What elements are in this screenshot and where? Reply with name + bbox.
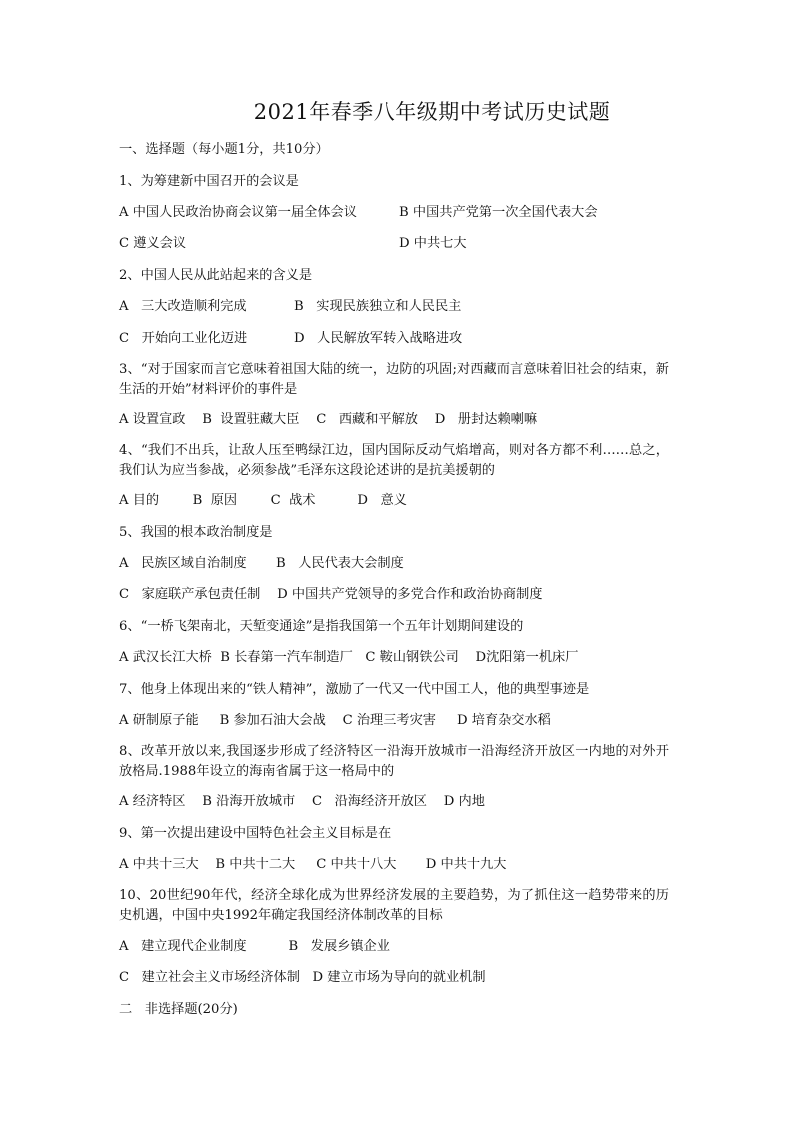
section-one-heading: 一、选择题（每小题1分，共10分） (119, 142, 329, 157)
question-2-option-b: B 实现民族独立和人民民主 (294, 299, 462, 314)
question-10-options-ab: A 建立现代企业制度 B 发展乡镇企业 (119, 939, 390, 954)
question-7-options: A 研制原子能 B 参加石油大会战 C 治理三考灾害 D 培育杂交水稻 (119, 713, 551, 728)
section-two-heading: 二 非选择题(20分) (119, 1002, 238, 1017)
question-8-options: A 经济特区 B 沿海开放城市 C 沿海经济开放区 D 内地 (119, 794, 485, 809)
question-1-stem: 1、为筹建新中国召开的会议是 (119, 174, 299, 189)
question-2-option-d: D 人民解放军转入战略进攻 (294, 331, 463, 346)
question-2-stem: 2、中国人民从此站起来的含义是 (119, 268, 313, 283)
question-9-options: A 中共十三大 B 中共十二大 C 中共十八大 D 中共十九大 (119, 857, 507, 872)
question-5-options-ab: A 民族区域自治制度 B 人民代表大会制度 (119, 556, 404, 571)
question-2-option-c: C 开始向工业化迈进 (119, 331, 248, 346)
question-1-option-a: A 中国人民政治协商会议第一届全体会议 (119, 205, 357, 220)
question-4-stem: 4、“我们不出兵，让敌人压至鸭绿江边，国内国际反动气焰增高，则对各方都不利……总之，我们认为应当参战，必须参战”毛泽东这段论述讲的是抗美援朝的 (119, 443, 669, 478)
question-3-stem: 3、“对于国家而言它意味着祖国大陆的统一，边防的巩固;对西藏而言意味着旧社会的结束，新生活的开始”材料评价的事件是 (119, 362, 669, 397)
question-5-options-cd: C 家庭联产承包责任制 D 中国共产党领导的多党合作和政治协商制度 (119, 587, 543, 602)
question-1-option-c: C 遵义会议 (119, 236, 187, 251)
question-4-options: A 目的 B 原因 C 战术 D 意义 (119, 493, 407, 508)
question-9-stem: 9、第一次提出建设中国特色社会主义目标是在 (119, 826, 392, 841)
exam-title: 2021年春季八年级期中考试历史试题 (253, 100, 611, 124)
question-3-options: A 设置宣政 B 设置驻藏大臣 C 西藏和平解放 D 册封达赖喇嘛 (119, 412, 538, 427)
question-1-option-d: D 中共七大 (399, 236, 467, 251)
question-10-stem: 10、20世纪90年代，经济全球化成为世界经济发展的主要趋势，为了抓住这一趋势带来的历史机遇，中国中央1992年确定我国经济体制改革的目标 (119, 888, 669, 923)
question-7-stem: 7、他身上体现出来的“铁人精神”，激励了一代又一代中国工人，他的典型事迹是 (119, 682, 590, 697)
question-2-option-a: A 三大改造顺利完成 (119, 299, 247, 314)
question-6-stem: 6、“一桥飞架南北，天堑变通途”是指我国第一个五年计划期间建设的 (119, 619, 524, 634)
question-1-option-b: B 中国共产党第一次全国代表大会 (399, 205, 598, 220)
question-6-options: A 武汉长江大桥 B 长春第一汽车制造厂 C 鞍山钢铁公司 D沈阳第一机床厂 (119, 650, 579, 665)
question-8-stem: 8、改革开放以来,我国逐步形成了经济特区一沿海开放城市一沿海经济开放区一内地的对外开放格局.1988年设立的海南省属于这一格局中的 (119, 744, 669, 779)
question-5-stem: 5、我国的根本政治制度是 (119, 525, 273, 540)
question-10-options-cd: C 建立社会主义市场经济体制 D 建立市场为导向的就业机制 (119, 970, 486, 985)
